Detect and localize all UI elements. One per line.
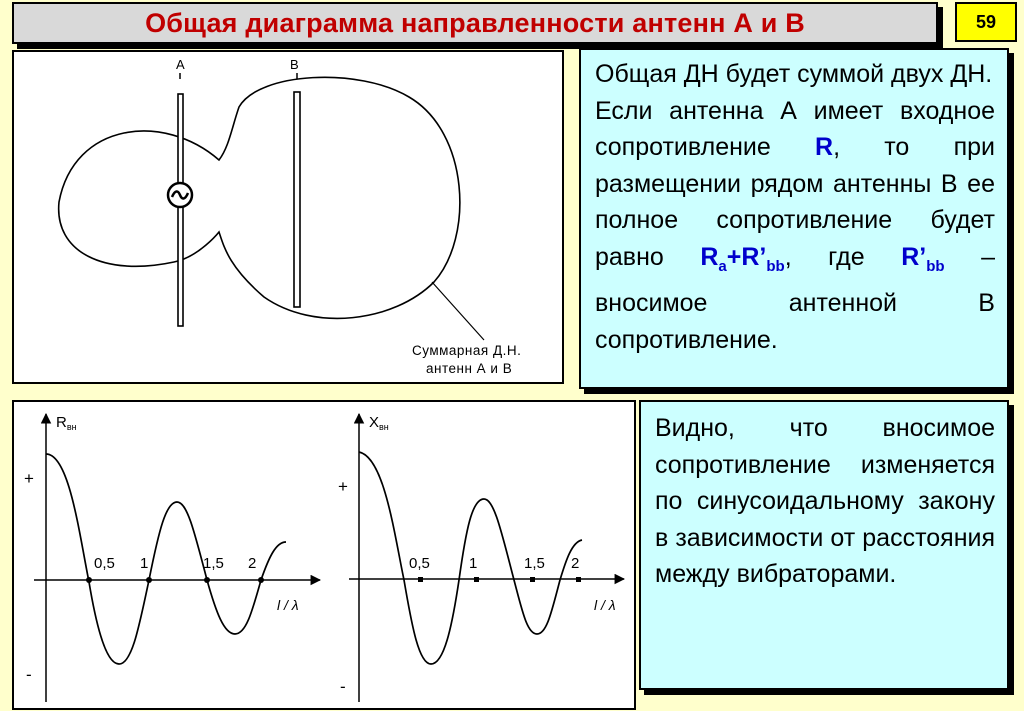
left-point-0-5 — [86, 577, 92, 583]
left-graph — [24, 414, 320, 702]
right-tick-0-5: 0,5 — [409, 555, 430, 572]
caption-line-2: антенн А и В — [426, 361, 513, 376]
antenna-a-label: А — [176, 57, 185, 72]
text-panel-impedance — [579, 48, 1009, 389]
right-point-0-5 — [418, 577, 423, 582]
sinusoidal-text: Видно, что вносимое сопротивление изменяется по синусоидальному закону в зависимости от расстояния между вибраторами. — [655, 414, 995, 588]
left-plus: + — [24, 469, 34, 488]
left-tick-1: 1 — [140, 555, 149, 572]
radiation-pattern-diagram — [14, 52, 562, 382]
page-title: Общая диаграмма направленности антенн А и В — [145, 7, 805, 38]
left-point-2 — [258, 577, 264, 583]
ra-symbol: $R_a+R’_{bb}$ — [700, 242, 785, 275]
graphs-panel — [12, 400, 636, 710]
impedance-text-end: – вносимое антенной В сопротивление. — [595, 242, 995, 354]
title-bar — [12, 2, 938, 44]
antenna-b-element — [294, 92, 300, 307]
antenna-diagram-panel — [12, 50, 564, 384]
sum-text: Общая ДН будет суммой двух ДН. — [595, 60, 993, 88]
right-graph — [338, 414, 624, 702]
impedance-text-where: , где — [784, 242, 902, 271]
left-tick-2: 2 — [248, 555, 257, 572]
combined-pattern-curve — [59, 77, 460, 318]
left-point-1 — [146, 577, 152, 583]
impedance-text-mid: , то при размещении рядом антенны В ее полное сопротивление будет равно — [595, 133, 995, 271]
left-minus: - — [26, 665, 32, 684]
right-x-label: l / λ — [594, 597, 616, 613]
right-plus: + — [338, 477, 348, 496]
paragraph-sum — [595, 56, 995, 93]
right-point-1-5 — [530, 577, 535, 582]
page-number-badge — [955, 2, 1017, 42]
right-y-label: $X_{вн}$ — [369, 414, 389, 432]
right-tick-1-5: 1,5 — [524, 555, 545, 572]
right-point-2 — [576, 577, 581, 582]
right-point-1 — [474, 577, 479, 582]
text-panel-sinusoidal — [639, 400, 1009, 690]
rbb-symbol: $R’_{bb}$ — [901, 242, 945, 275]
antenna-b-label: В — [290, 57, 299, 72]
right-minus: - — [340, 677, 346, 696]
right-tick-2: 2 — [571, 555, 580, 572]
right-tick-1: 1 — [469, 555, 478, 572]
impedance-graphs — [14, 402, 634, 708]
impedance-text-start: Если антенна А имеет входное сопротивление — [595, 96, 995, 161]
page-number: 59 — [975, 11, 997, 32]
left-tick-0-5: 0,5 — [94, 555, 115, 572]
left-y-label: $R_{вн}$ — [56, 414, 77, 432]
left-point-1-5 — [204, 577, 210, 583]
caption-line-1: Суммарная Д.Н. — [412, 343, 522, 358]
antenna-a-element — [178, 94, 183, 326]
left-x-label: l / λ — [277, 597, 299, 613]
paragraph-impedance — [595, 93, 995, 359]
caption-leader-line — [432, 282, 484, 340]
r-symbol: R — [815, 133, 834, 161]
left-tick-1-5: 1,5 — [203, 555, 224, 572]
